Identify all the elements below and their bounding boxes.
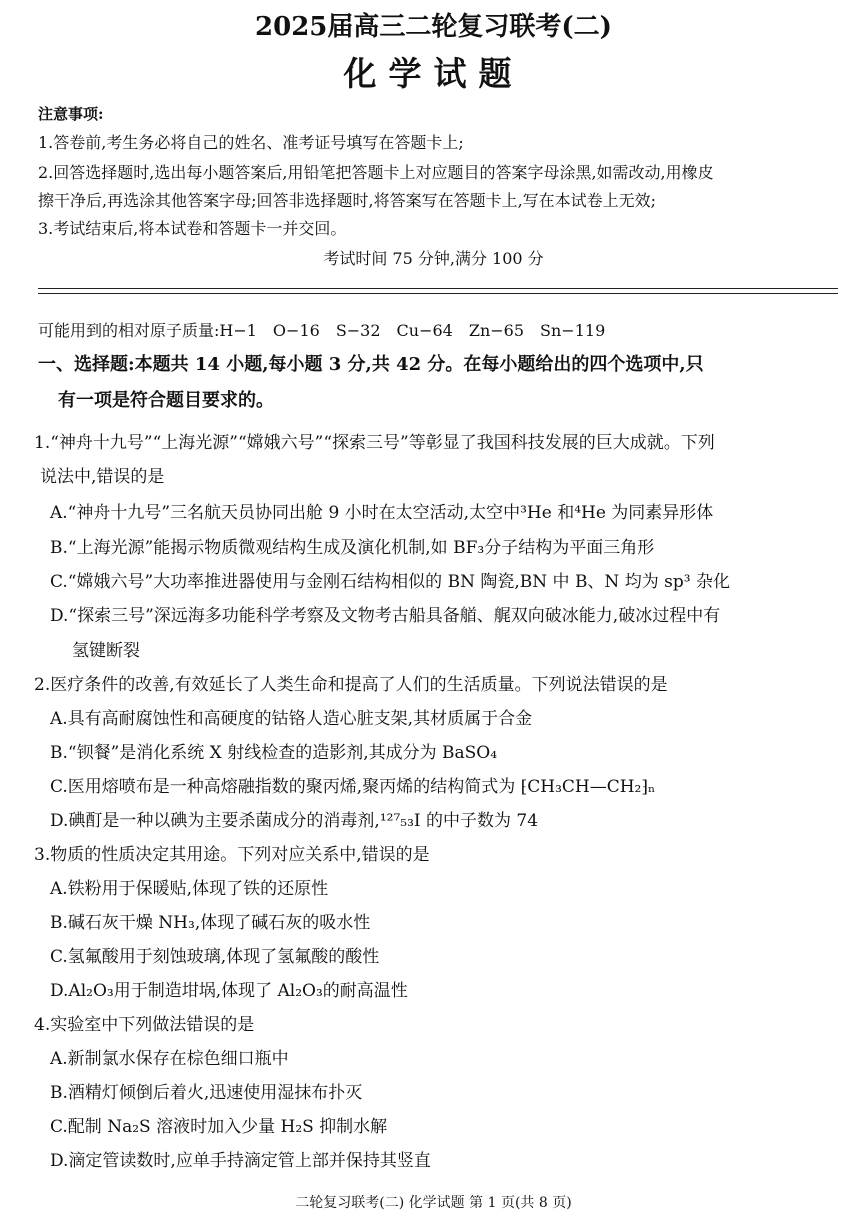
question-4-option-c: C.配制 Na₂S 溶液时加入少量 H₂S 抑制水解 bbox=[50, 1117, 388, 1137]
section-heading: 一、选择题:本题共 14 小题,每小题 3 分,共 42 分。在每小题给出的四个选项中,只 bbox=[38, 354, 704, 375]
exam-title: 2025届高三二轮复习联考(二) bbox=[255, 12, 612, 42]
question-3-option-c: C.氢氟酸用于刻蚀玻璃,体现了氢氟酸的酸性 bbox=[50, 947, 380, 967]
question-2-option-d: D.碘酊是一种以碘为主要杀菌成分的消毒剂,¹²⁷₅₃I 的中子数为 74 bbox=[50, 811, 539, 831]
note-item-3: 3.考试结束后,将本试卷和答题卡一并交回。 bbox=[38, 219, 347, 238]
question-3-option-a: A.铁粉用于保暖贴,体现了铁的还原性 bbox=[50, 879, 329, 899]
question-2-option-a: A.具有高耐腐蚀性和高硬度的钴铬人造心脏支架,其材质属于合金 bbox=[50, 709, 533, 729]
question-4-option-d: D.滴定管读数时,应单手持滴定管上部并保持其竖直 bbox=[50, 1151, 431, 1171]
page-footer: 二轮复习联考(二) 化学试题 第 1 页(共 8 页) bbox=[295, 1195, 572, 1211]
subject-title: 化学试题 bbox=[343, 54, 524, 93]
question-4-option-a: A.新制氯水保存在棕色细口瓶中 bbox=[50, 1049, 289, 1069]
note-item-2-cont: 擦干净后,再选涂其他答案字母;回答非选择题时,将答案写在答题卡上,写在本试卷上无效; bbox=[38, 191, 657, 210]
question-4-stem: 4.实验室中下列做法错误的是 bbox=[34, 1015, 255, 1035]
question-1-option-a: A.“神舟十九号”三名航天员协同出舱 9 小时在太空活动,太空中³He 和⁴He 为同素异形体 bbox=[50, 503, 714, 523]
question-3-option-d: D.Al₂O₃用于制造坩埚,体现了 Al₂O₃的耐高温性 bbox=[50, 981, 408, 1001]
question-3-option-b: B.碱石灰干燥 NH₃,体现了碱石灰的吸水性 bbox=[50, 913, 371, 933]
question-2-option-b: B.“钡餐”是消化系统 X 射线检查的造影剂,其成分为 BaSO₄ bbox=[50, 743, 498, 763]
divider-bottom bbox=[38, 293, 838, 294]
question-1-stem-cont: 说法中,错误的是 bbox=[40, 467, 165, 487]
question-4-option-b: B.酒精灯倾倒后着火,迅速使用湿抹布扑灭 bbox=[50, 1083, 363, 1103]
question-1-option-c: C.“嫦娥六号”大功率推进器使用与金刚石结构相似的 BN 陶瓷,BN 中 B、N 均为 sp³ 杂化 bbox=[50, 572, 730, 592]
question-1-option-d: D.“探索三号”深远海多功能科学考察及文物考古船具备艏、艉双向破冰能力,破冰过程中有 bbox=[50, 606, 721, 626]
question-1-stem: 1.“神舟十九号”“上海光源”“嫦娥六号”“探索三号”等彰显了我国科技发展的巨大成就。下列 bbox=[34, 433, 715, 453]
question-1-option-b: B.“上海光源”能揭示物质微观结构生成及演化机制,如 BF₃分子结构为平面三角形 bbox=[50, 538, 655, 558]
question-3-stem: 3.物质的性质决定其用途。下列对应关系中,错误的是 bbox=[34, 845, 430, 865]
question-2-stem: 2.医疗条件的改善,有效延长了人类生命和提高了人们的生活质量。下列说法错误的是 bbox=[34, 675, 668, 695]
divider-top bbox=[38, 288, 838, 289]
notes-heading: 注意事项: bbox=[38, 105, 104, 123]
atomic-masses: 可能用到的相对原子质量:H−1 O−16 S−32 Cu−64 Zn−65 Sn−119 bbox=[38, 321, 606, 340]
exam-time: 考试时间 75 分钟,满分 100 分 bbox=[323, 249, 544, 268]
section-heading-cont: 有一项是符合题目要求的。 bbox=[58, 390, 274, 411]
question-2-option-c: C.医用熔喷布是一种高熔融指数的聚丙烯,聚丙烯的结构简式为 ⁅CH₃CH—CH₂⁆ₙ bbox=[50, 777, 656, 797]
note-item-1: 1.答卷前,考生务必将自己的姓名、准考证号填写在答题卡上; bbox=[38, 133, 464, 152]
note-item-2: 2.回答选择题时,选出每小题答案后,用铅笔把答题卡上对应题目的答案字母涂黑,如需改动,用橡皮 bbox=[38, 163, 714, 182]
question-1-option-d-cont: 氢键断裂 bbox=[72, 641, 140, 661]
